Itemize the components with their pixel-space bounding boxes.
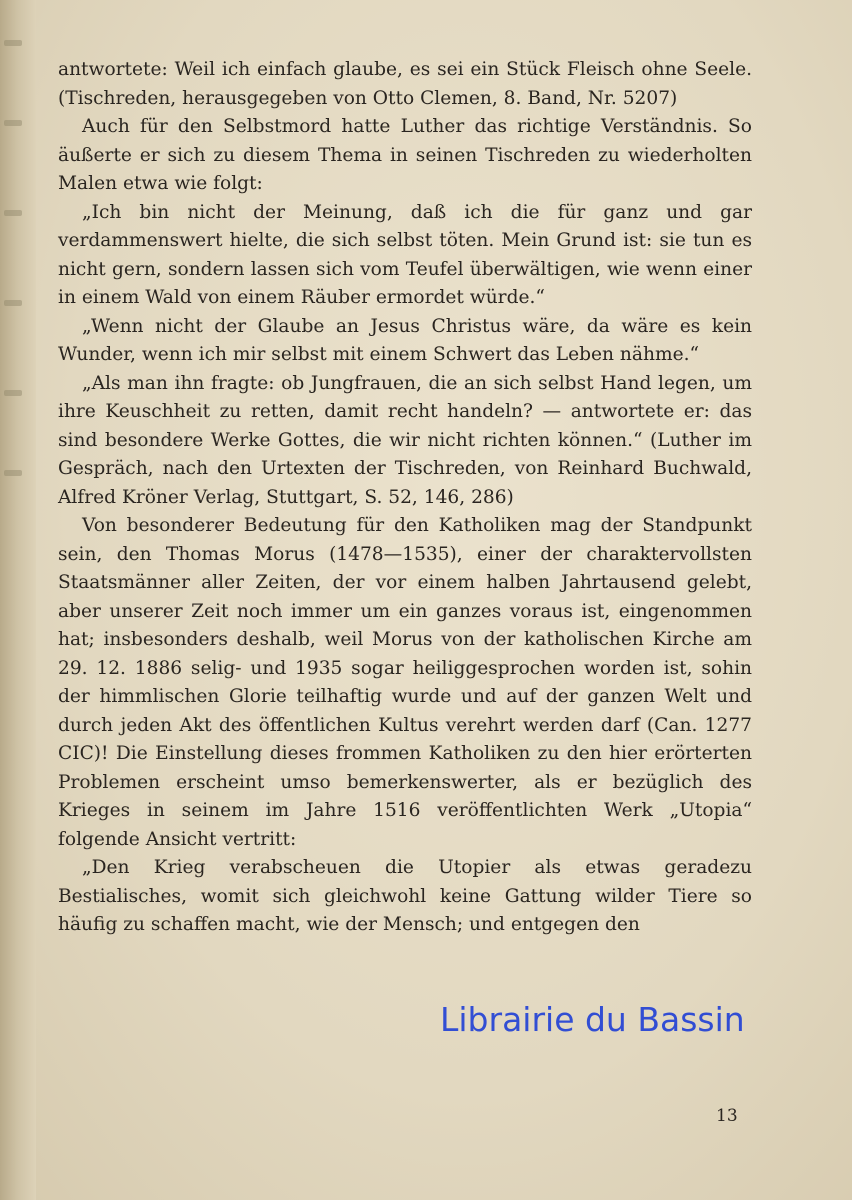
quote-glaube: „Wenn nicht der Glaube an Jesus Christus wäre, da wäre es kein Wunder, wenn ich mir selbst mit einem Schwert das Leben nähme.“: [58, 315, 752, 365]
quote-utopia: „Den Krieg verabscheuen die Utopier als etwas geradezu Bestialisches, womit sich gleichwohl keine Gattung wilder Tiere so häufig zu schaffen macht, wie der Mensch; und entgegen den: [58, 857, 752, 935]
paragraph-continuation: antwortete: Weil ich einfach glaube, es sei ein Stück Fleisch ohne Seele. (Tischreden, herausgegeben von Otto Clemen, 8. Band, Nr. 5207): [58, 59, 752, 109]
gutter-mark: [4, 300, 22, 306]
paragraph-morus: Von besonderer Bedeutung für den Katholiken mag der Standpunkt sein, den Thomas Morus (1478—1535), einer der charaktervollsten Staatsmänner aller Zeiten, der vor einem halben Jahrtausend gelebt, aber unserer Zeit noch immer um ein ganzes voraus ist, eingenommen hat; insbesonders deshalb, weil Morus von der katholischen Kirche am 29. 12. 1886 selig- und 1935 sogar heiliggesprochen worden ist, sohin der himmlischen Glorie teilhaftig wurde und auf der ganzen Welt und durch jeden Akt des öffentlichen Kultus verehrt werden darf (Can. 1277 CIC)! Die Einstellung dieses frommen Katholiken zu den hier erörterten Problemen erscheint umso bemerkenswerter, als er bezüglich des Krieges in seinem im Jahre 1516 veröffentlichten Werk „Utopia“ folgende Ansicht vertritt:: [58, 515, 752, 850]
seller-watermark: Librairie du Bassin: [440, 1000, 745, 1039]
gutter-mark: [4, 390, 22, 396]
gutter-mark: [4, 210, 22, 216]
paragraph-selbstmord: Auch für den Selbstmord hatte Luther das richtige Verständnis. So äußerte er sich zu diesem Thema in seinen Tischreden zu wiederholten Malen etwa wie folgt:: [58, 116, 752, 194]
quote-meinung: „Ich bin nicht der Meinung, daß ich die für ganz und gar verdammenswert hielte, die sich selbst töten. Mein Grund ist: sie tun es nicht gern, sondern lassen sich vom Teufel überwältigen, wie wenn einer in einem Wald von einem Räuber ermordet würde.“: [58, 201, 752, 308]
quote-jungfrauen: „Als man ihn fragte: ob Jungfrauen, die an sich selbst Hand legen, um ihre Keuschheit zu retten, damit recht handeln? — antwortete er: das sind besondere Werke Gottes, die wir nicht richten können.“ (Luther im Gespräch, nach den Urtexten der Tischreden, von Reinhard Buchwald, Alfred Kröner Verlag, Stuttgart, S. 52, 146, 286): [58, 372, 752, 508]
gutter-mark: [4, 470, 22, 476]
gutter-mark: [4, 120, 22, 126]
gutter-mark: [4, 40, 22, 46]
page-number: 13: [716, 1106, 738, 1126]
body-text: [58, 56, 752, 940]
binding-gutter: [0, 0, 36, 1200]
